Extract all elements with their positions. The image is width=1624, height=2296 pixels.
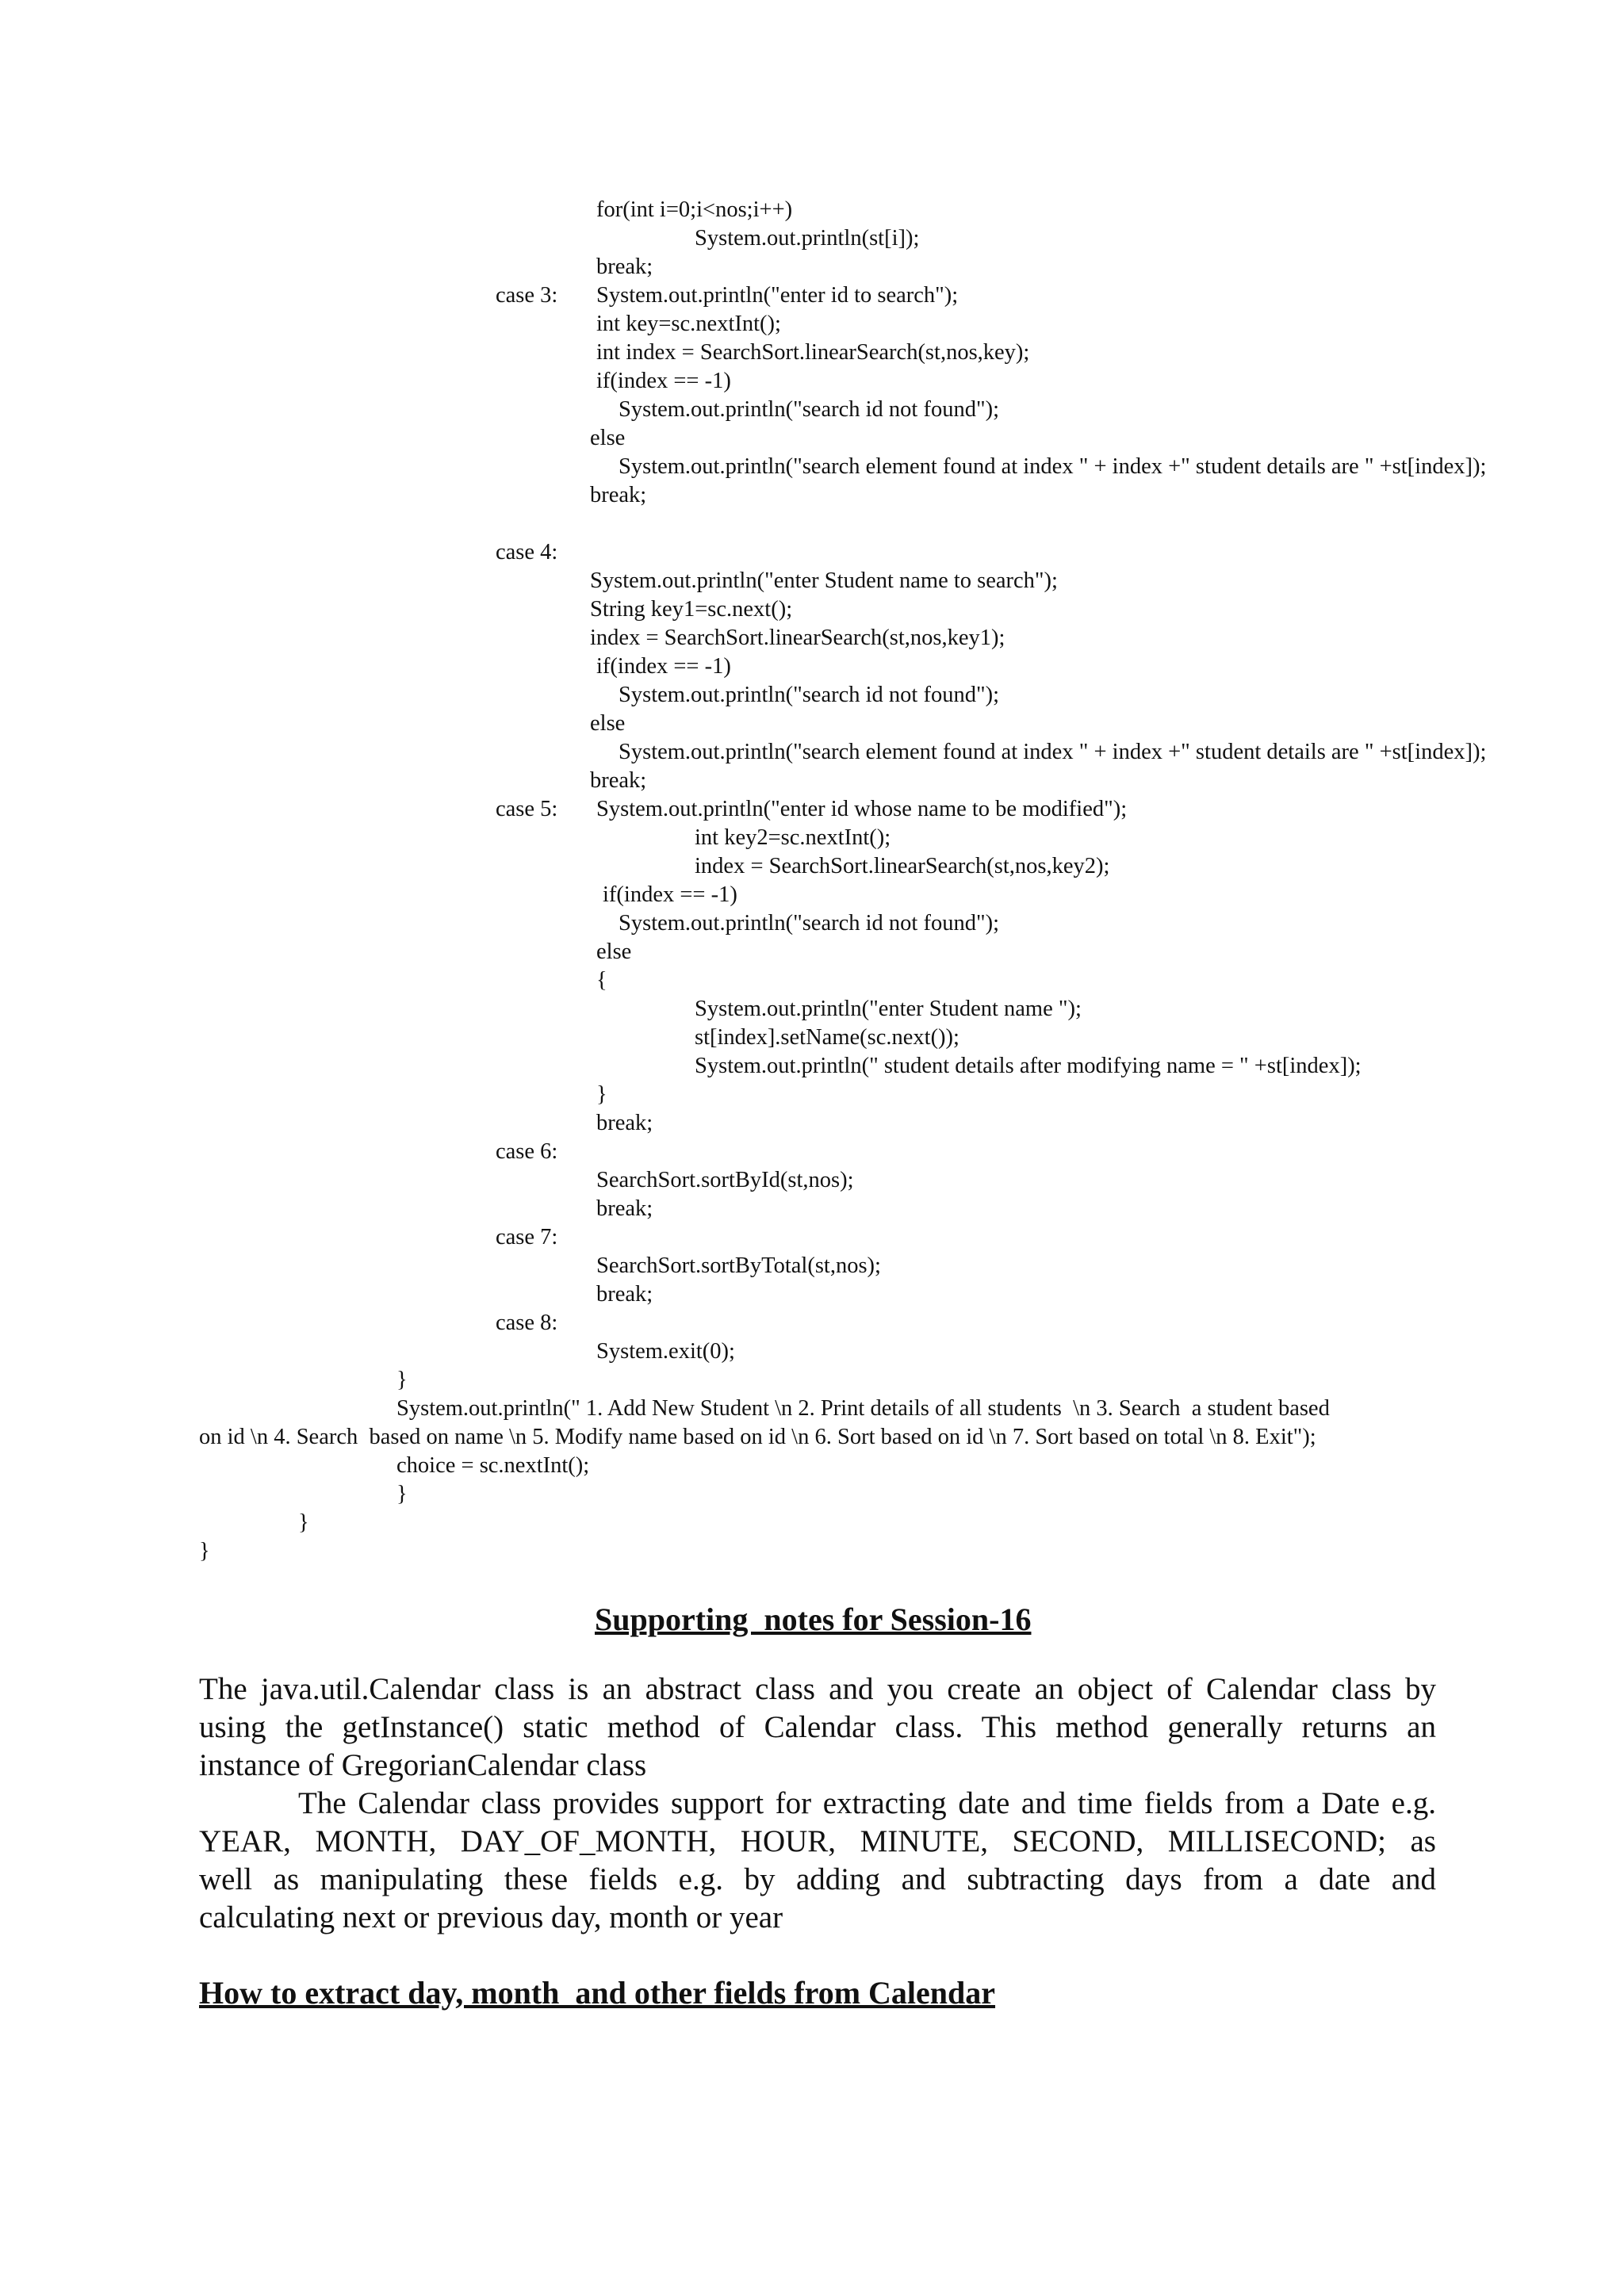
code-line: if(index == -1) <box>596 654 731 679</box>
code-line: { <box>596 968 607 993</box>
code-line: if(index == -1) <box>603 882 737 907</box>
paragraph-line: The Calendar class provides support for extracting date and time fields from a Date e.g. <box>298 1786 1436 1820</box>
code-line: System.out.println(st[i]); <box>695 226 920 251</box>
code-line: index = SearchSort.linearSearch(st,nos,key2); <box>695 854 1110 878</box>
case-label: case 5: <box>496 797 558 821</box>
paragraph-line: The java.util.Calendar class is an abstract class and you create an object of Calendar class by <box>199 1672 1436 1706</box>
paragraph-line: well as manipulating these fields e.g. by adding and subtracting days from a date and <box>199 1862 1436 1896</box>
code-line: System.out.println("enter id whose name to be modified"); <box>596 797 1128 821</box>
code-line: } <box>298 1510 309 1535</box>
paragraph-line: YEAR, MONTH, DAY_OF_MONTH, HOUR, MINUTE, SECOND, MILLISECOND; as <box>199 1824 1436 1858</box>
subheading: How to extract day, month and other fields from Calendar <box>199 1975 996 2011</box>
code-line: choice = sc.nextInt(); <box>396 1453 590 1478</box>
section-title: Supporting notes for Session-16 <box>595 1601 1032 1637</box>
code-line: else <box>590 426 626 450</box>
code-line: break; <box>596 1111 653 1135</box>
code-line: System.out.println(" 1. Add New Student \n 2. Print details of all students \n 3. Search a student based <box>396 1396 1330 1421</box>
code-line: break; <box>590 768 647 793</box>
code-line: } <box>396 1482 408 1506</box>
paragraph-line: calculating next or previous day, month or year <box>199 1900 783 1934</box>
code-line: System.out.println("search element found at index " + index +" student details are " +st[index]); <box>619 454 1487 479</box>
code-line: System.out.println("search id not found"); <box>619 397 999 422</box>
code-line: } <box>596 1082 607 1107</box>
case-label: case 6: <box>496 1139 558 1164</box>
code-line: on id \n 4. Search based on name \n 5. Modify name based on id \n 6. Sort based on id \n 7. Sort based on total \n 8. Exit"); <box>199 1425 1316 1449</box>
code-line: break; <box>596 1282 653 1307</box>
case-label: case 3: <box>496 283 558 308</box>
code-line: System.out.println("enter id to search"); <box>596 283 959 308</box>
code-line: else <box>596 939 632 964</box>
code-line: System.out.println("enter Student name to search"); <box>590 568 1058 593</box>
code-line: break; <box>596 1196 653 1221</box>
case-label: case 7: <box>496 1225 558 1249</box>
code-line: break; <box>596 254 653 279</box>
paragraph-line: using the getInstance() static method of Calendar class. This method generally returns an <box>199 1710 1436 1744</box>
paragraph-line: instance of GregorianCalendar class <box>199 1748 647 1782</box>
code-line: String key1=sc.next(); <box>590 597 793 622</box>
code-line: int key2=sc.nextInt(); <box>695 825 891 850</box>
code-line: for(int i=0;i<nos;i++) <box>596 197 793 222</box>
code-line: else <box>590 711 626 736</box>
code-line: int key=sc.nextInt(); <box>596 312 781 336</box>
code-line: SearchSort.sortById(st,nos); <box>596 1168 854 1192</box>
code-line: break; <box>590 483 647 507</box>
code-line: System.exit(0); <box>596 1339 735 1364</box>
code-line: System.out.println("enter Student name "); <box>695 997 1082 1021</box>
code-line: SearchSort.sortByTotal(st,nos); <box>596 1253 881 1278</box>
code-line: int index = SearchSort.linearSearch(st,nos,key); <box>596 340 1030 365</box>
case-label: case 4: <box>496 540 558 564</box>
code-line: System.out.println("search id not found"); <box>619 911 999 936</box>
code-line: System.out.println("search id not found"); <box>619 683 999 707</box>
code-line: if(index == -1) <box>596 369 731 393</box>
case-label: case 8: <box>496 1311 558 1335</box>
code-line: st[index].setName(sc.next()); <box>695 1025 959 1050</box>
code-line: index = SearchSort.linearSearch(st,nos,key1); <box>590 626 1005 650</box>
code-line: System.out.println(" student details after modifying name = " +st[index]); <box>695 1054 1362 1078</box>
code-line: } <box>199 1539 210 1563</box>
code-line: System.out.println("search element found at index " + index +" student details are " +st[index]); <box>619 740 1487 764</box>
code-line: } <box>396 1368 408 1392</box>
